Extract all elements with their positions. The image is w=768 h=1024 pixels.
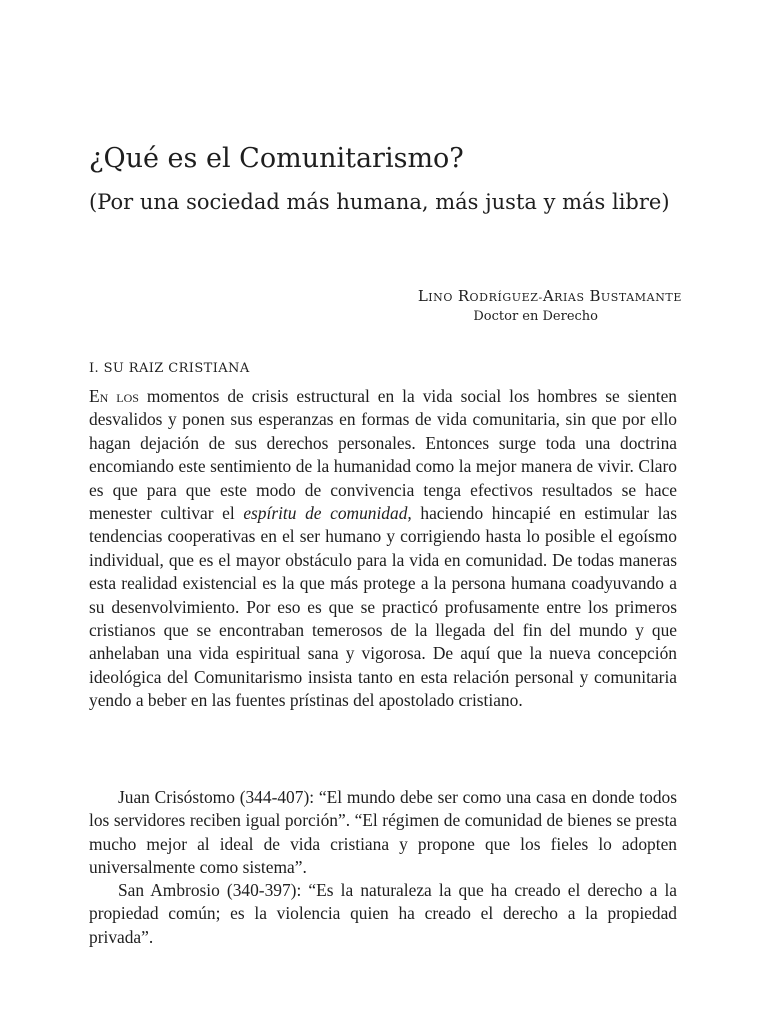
italic-phrase: espíritu de comunidad, [243,503,412,524]
quote-paragraph-crisostomo: Juan Crisóstomo (344-407): “El mundo debe ser como una casa en donde todos los servidores reciben igual porción”. “El régimen de comunidad de bienes se presta mucho mejor al ideal de vida cristiana y propone que los fieles lo adopten universalmente como sistema”. [89,787,677,878]
quote-paragraph-ambrosio: San Ambrosio (340-397): “Es la naturaleza la que ha creado el derecho a la propiedad común; es la violencia quien ha creado el derecho a la propiedad privada”. [89,880,677,947]
author-degree: Doctor en Derecho [473,309,598,324]
author-name [418,287,682,305]
article-title: ¿Qué es el Comunitarismo? [89,143,464,174]
body-paragraph: En los momentos de crisis estructural en la vida social los hombres se sienten desvalidos y ponen sus esperanzas en formas de vida comunitaria, sin que por ello hagan dejación de sus derechos personales. Entonces surge toda una doctrina encomiando este sentimiento de la humanidad como la mejor manera de vivir. Claro es que para que este modo de convivencia tenga efectivos resultados se hace menester cultivar el espíritu de comunidad, haciendo hincapié en estimular las tendencias cooperativas en el ser humano y corrigiendo hasta lo posible el egoísmo individual, que es el mayor obstáculo para la vida en comunidad. De todas maneras esta realidad existencial es la que más protege a la persona humana coadyuvando a su desenvolvimiento. Por eso es que se practicó profusamente entre los primeros cristianos que se encontraban temerosos de la llegada del fin del mundo y que anhelaban una vida espiritual sana y vigorosa. De aquí que la nueva concepción ideológica del Comunitarismo insista tanto en esta relación personal y comunitaria yendo a beber en las fuentes prístinas del apostolado cristiano. [89,386,677,711]
paragraph-lead: En los [89,386,139,406]
author-first-name: LINO [417,287,453,305]
author-surname-1: RODRÍGUEZ-ARIAS [457,287,585,305]
author-surname-2: BUSTAMANTE [589,287,682,305]
article-subtitle: (Por una sociedad más humana, más justa y más libre) [89,190,670,214]
section-heading: I. SU RAIZ CRISTIANA [89,361,250,376]
